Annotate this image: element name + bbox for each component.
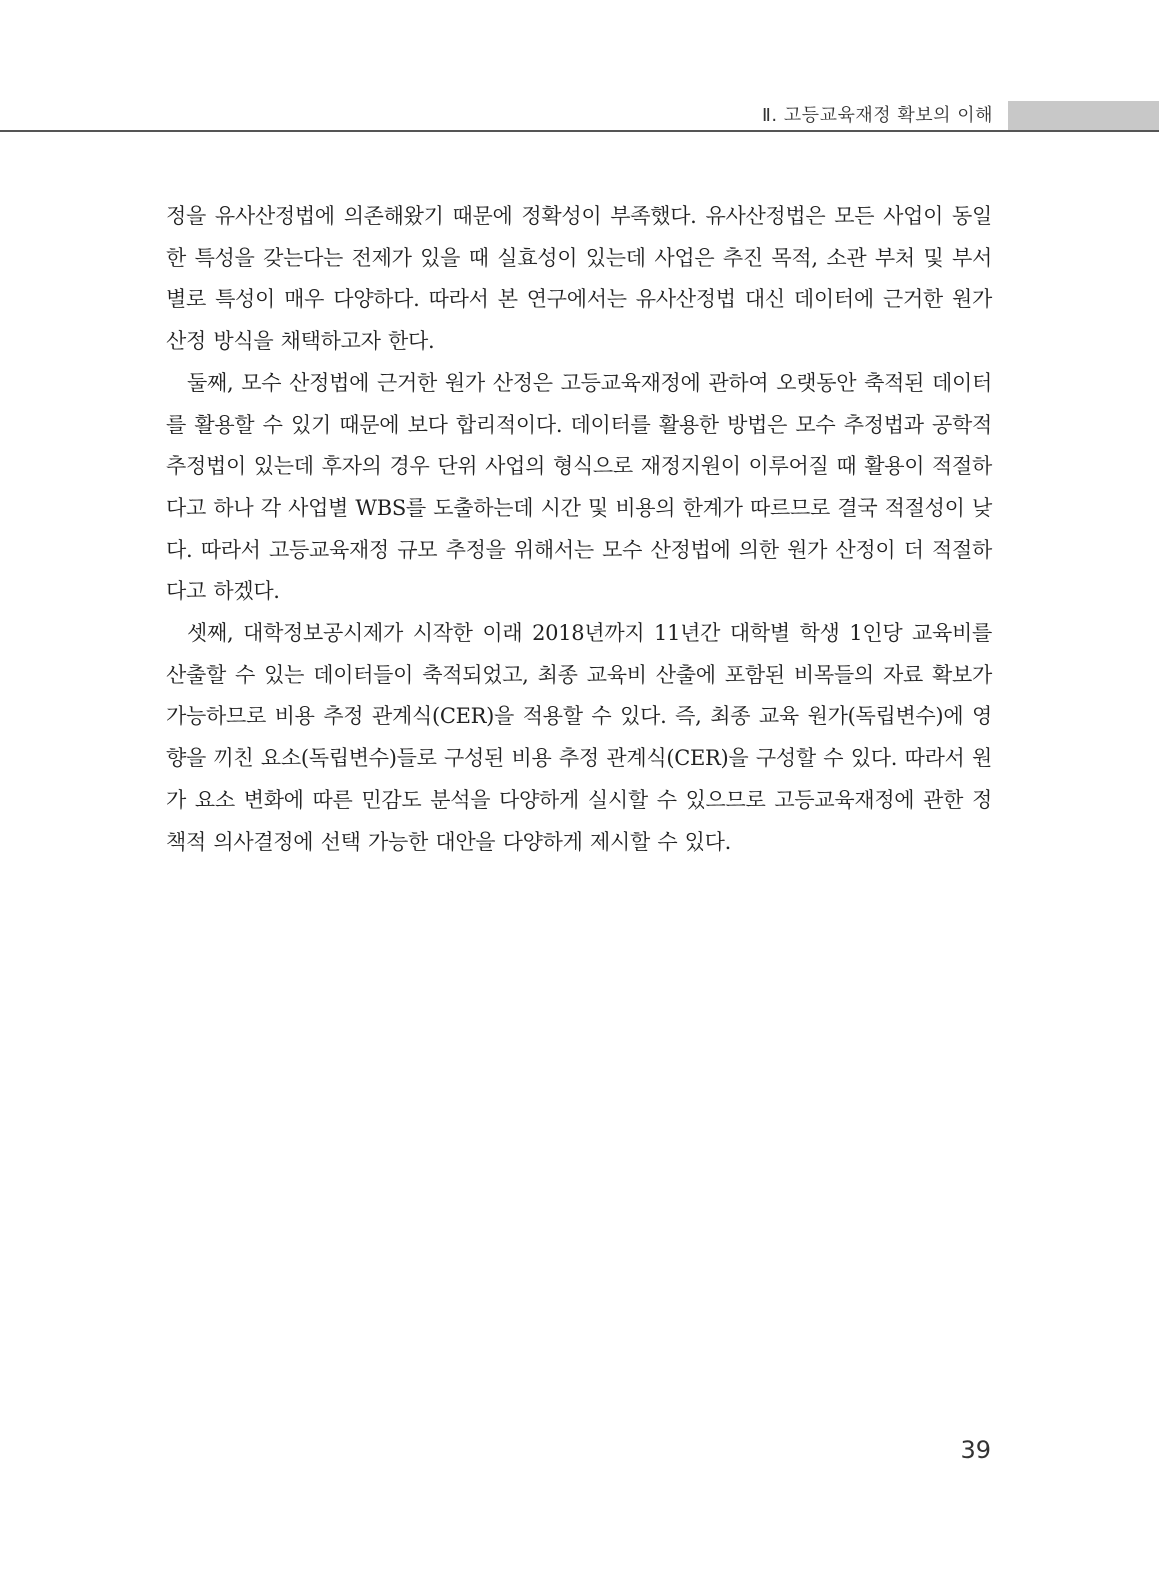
header-chapter-title: Ⅱ. 고등교육재정 확보의 이해 bbox=[761, 105, 993, 126]
paragraph-second: 둘째, 모수 산정법에 근거한 원가 산정은 고등교육재정에 관하여 오랫동안 축적된 데이터를 활용할 수 있기 때문에 보다 합리적이다. 데이터를 활용한 방법은 모수 추정법과 공학적 추정법이 있는데 후자의 경우 단위 사업의 형식으로 재정지원이 이루어질 때 활용이 적절하다고 하나 각 사업별 WBS를 도출하는데 시간 및 비용의 한계가 따르므로 결국 적절성이 낮다. 따라서 고등교육재정 규모 추정을 위해서는 모수 산정법에 의한 원가 산정이 더 적절하다고 하겠다. bbox=[166, 370, 992, 604]
page-number: 39 bbox=[960, 1436, 991, 1464]
header-rule bbox=[0, 130, 1159, 132]
running-header bbox=[0, 0, 1159, 134]
body-text bbox=[166, 196, 992, 863]
paragraph-third: 셋째, 대학정보공시제가 시작한 이래 2018년까지 11년간 대학별 학생 1인당 교육비를 산출할 수 있는 데이터들이 축적되었고, 최종 교육비 산출에 포함된 비목들의 자료 확보가 가능하므로 비용 추정 관계식(CER)을 적용할 수 있다. 즉, 최종 교육 원가(독립변수)에 영향을 끼친 요소(독립변수)들로 구성된 비용 추정 관계식(CER)을 구성할 수 있다. 따라서 원가 요소 변화에 따른 민감도 분석을 다양하게 실시할 수 있으므로 고등교육재정에 관한 정책적 의사결정에 선택 가능한 대안을 다양하게 제시할 수 있다. bbox=[166, 621, 992, 854]
paragraph-continued: 정을 유사산정법에 의존해왔기 때문에 정확성이 부족했다. 유사산정법은 모든 사업이 동일한 특성을 갖는다는 전제가 있을 때 실효성이 있는데 사업은 추진 목적, 소관 부처 및 부서별로 특성이 매우 다양하다. 따라서 본 연구에서는 유사산정법 대신 데이터에 근거한 원가 산정 방식을 채택하고자 한다. bbox=[166, 204, 992, 354]
header-tab-block bbox=[1008, 101, 1159, 130]
